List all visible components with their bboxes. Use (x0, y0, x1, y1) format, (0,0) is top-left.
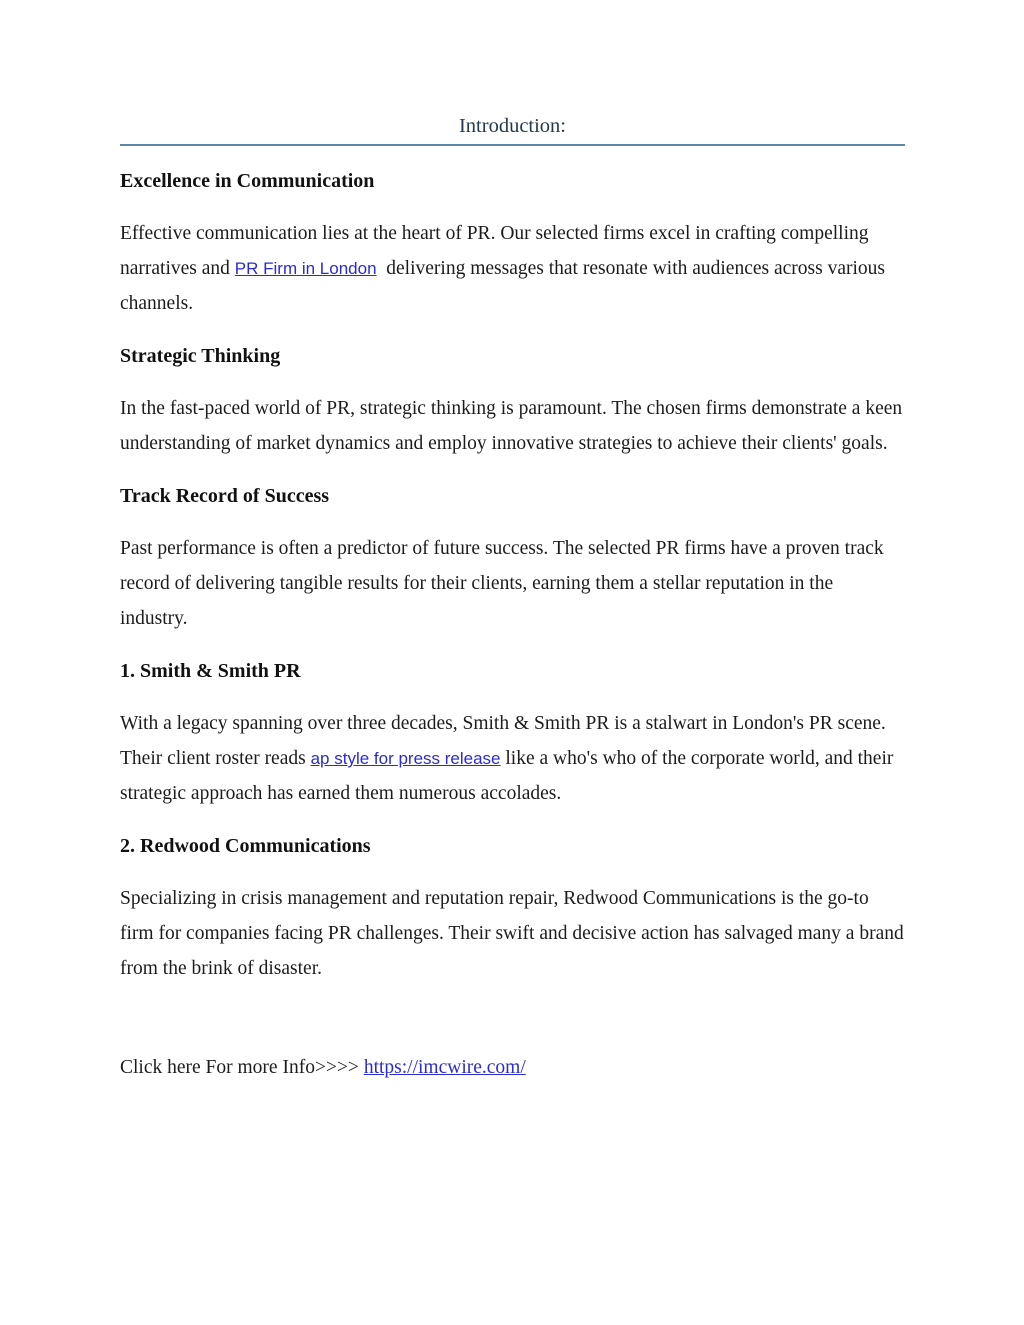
paragraph-strategic-thinking (120, 391, 905, 461)
section-heading-smith-and-smith: 1. Smith & Smith PR (120, 660, 301, 682)
section-heading-track-record: Track Record of Success (120, 485, 330, 507)
paragraph-text: In the fast-paced world of PR, strategic thinking is paramount. The chosen firms demonstrate a keen understanding of market dynamics and employ innovative strategies to achieve their clients' goals. (120, 398, 903, 454)
paragraph-text: Specializing in crisis management and reputation repair, Redwood Communications is the go-to firm for companies facing PR challenges. Their swift and decisive action has salvaged many a brand from the brink of disaster. (120, 888, 904, 979)
page-title: Introduction: (458, 115, 567, 137)
paragraph-smith-and-smith (120, 706, 905, 811)
paragraph-text: Past performance is often a predictor of future success. The selected PR firms have a proven track record of delivering tangible results for their clients, earning them a stellar reputation in the industry. (120, 538, 884, 629)
ap-style-press-release-link[interactable]: ap style for press release (310, 749, 501, 768)
section-heading-redwood: 2. Redwood Communications (120, 835, 371, 857)
paragraph-excellence (120, 216, 905, 321)
more-info-text: Click here For more Info>>>> (120, 1057, 364, 1078)
section-heading-strategic-thinking: Strategic Thinking (120, 345, 281, 367)
title-underline-rule (120, 144, 905, 146)
paragraph-text: delivering messages that resonate with audiences across various channels. (120, 258, 885, 314)
imcwire-link[interactable]: https://imcwire.com/ (363, 1057, 526, 1078)
paragraph-text: like a who's who of the corporate world, and their strategic approach has earned them numerous accolades. (120, 748, 894, 804)
more-info-line (120, 1050, 905, 1085)
section-heading-excellence: Excellence in Communication (120, 170, 375, 192)
paragraph-track-record (120, 531, 905, 636)
paragraph-redwood (120, 881, 905, 986)
paragraph-text: Effective communication lies at the heart of PR. Our selected firms excel in crafting compelling narratives and (120, 223, 869, 279)
paragraph-text: With a legacy spanning over three decades, Smith & Smith PR is a stalwart in London's PR scene. Their client roster reads (120, 713, 886, 769)
pr-firm-in-london-link[interactable]: PR Firm in London (234, 259, 377, 278)
